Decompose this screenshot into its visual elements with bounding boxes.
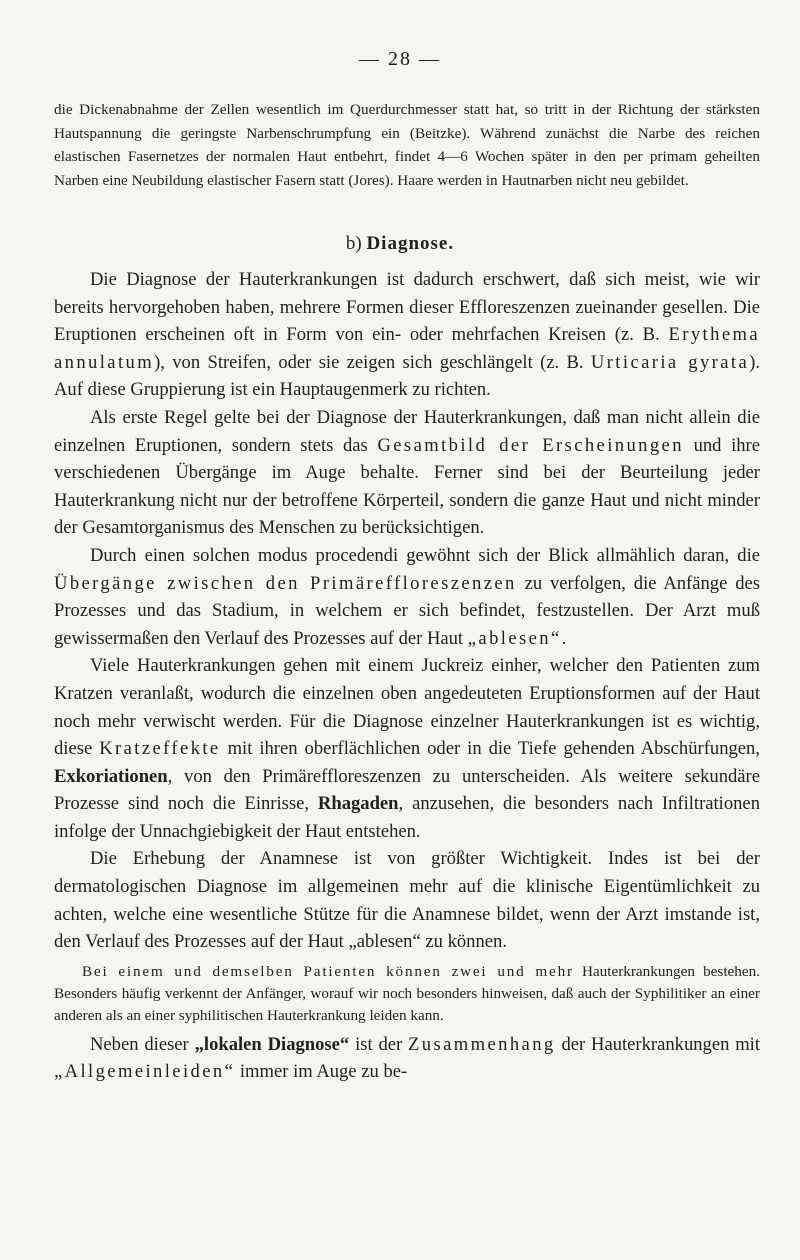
section-body bbox=[54, 266, 760, 1086]
p7-term-allgemeinleiden: „Allgemeinleiden“ bbox=[54, 1061, 236, 1083]
p7-term-lokale-diagnose: „lokalen Diagnose“ bbox=[194, 1033, 350, 1055]
paragraph-1 bbox=[54, 266, 760, 404]
p1-term-urticaria: Urticaria gyrata bbox=[590, 351, 750, 373]
paragraph-3 bbox=[54, 542, 760, 652]
p7-text-a: Neben dieser bbox=[90, 1033, 189, 1055]
p2-text-c: und ihre verschiedenen Übergänge im Auge behalte. Ferner sind bei der Beurteilung jeder Hauterkrankung nicht nur der betroffene Körperteil, sondern die ganze Haut und nicht minder der Gesamtorganismus des Menschen zu berücksichtigen. bbox=[54, 434, 761, 539]
p4-term-kratzeffekte: Kratzeffekte bbox=[99, 738, 221, 760]
p4-term-rhagaden: Rhagaden bbox=[317, 793, 399, 815]
p4-text-g: , anzusehen, die besonders nach Infiltrationen infolge der Unnachgiebigkeit der Haut entstehen. bbox=[54, 793, 760, 842]
paragraph-5: Die Erhebung der Anamnese ist von größter Wichtigkeit. Indes ist bei der dermatologischen Diagnose im allgemeinen mehr auf die klinische Eigentümlichkeit zu achten, welche eine wesentliche Stütze für die Anamnese bildet, wenn der Arzt imstande ist, den Verlauf des Prozesses auf der Haut „ablesen“ zu können. bbox=[54, 848, 760, 953]
section-letter: b) bbox=[345, 233, 362, 254]
p4-text-c: mit ihren oberflächlichen oder in die Tiefe gehenden Abschürfungen, bbox=[227, 738, 760, 760]
intro-paragraph: die Dickenabnahme der Zellen wesentlich im Querdurchmesser statt hat, so tritt in der Richtung der stärksten Hautspannung die geringste Narbenschrumpfung ein (Beitzke). Während zunächst die Narbe des reichen elastischen Fasernetzes der normalen Haut entbehrt, findet 4—6 Wochen später in den per primam geheilten Narben eine Neubildung elastischer Fasern statt (Jores). Haare werden in Hautnarben nicht neu gebildet. bbox=[54, 101, 760, 189]
p7-text-g: immer im Auge zu be- bbox=[239, 1061, 408, 1083]
p1-term-erythema: Erythema annulatum bbox=[54, 324, 760, 373]
p3-term-ablesen: „ablesen“ bbox=[467, 627, 562, 649]
page-number: — 28 — bbox=[359, 48, 441, 70]
p3-text-a: Durch einen solchen modus procedendi gewöhnt sich der Blick allmählich daran, die bbox=[90, 544, 760, 566]
paragraph-7 bbox=[54, 1031, 760, 1086]
p4-text-a: Viele Hauterkrankungen gehen mit einem Juckreiz einher, welcher den Patienten zum Kratzen veranlaßt, wodurch die einzelnen oben angedeuteten Eruptionsformen auf der Haut noch mehr verwischt werden. Für die Diagnose einzelner Hauterkrankungen ist es wichtig, diese bbox=[54, 655, 760, 760]
paragraph-2 bbox=[54, 404, 760, 542]
p4-term-exkoriationen: Exkoriationen bbox=[54, 765, 168, 787]
p1-text-e: ). Auf diese Gruppierung ist ein Hauptaugenmerk zu richten. bbox=[54, 351, 760, 401]
p6-spaced-phrase: Bei einem und demselben Patienten können zwei und mehr bbox=[82, 962, 574, 980]
section-heading bbox=[0, 233, 800, 255]
p3-term-uebergaenge: Übergänge zwischen den Primäreffloreszenzen bbox=[54, 572, 517, 594]
paragraph-6-small-print bbox=[54, 961, 760, 1027]
p1-text-a: Die Diagnose der Hauterkrankungen ist dadurch erschwert, daß sich meist, wie wir bereits hervorgehoben haben, mehrere Formen dieser Effloreszenzen zueinander gesellen. Die Eruptionen erscheinen oft in Form von ein- oder mehrfachen Kreisen (z. B. bbox=[54, 269, 760, 346]
p7-text-c: ist der bbox=[355, 1033, 403, 1055]
p2-term-gesamtbild: Gesamtbild der Erscheinungen bbox=[377, 434, 684, 456]
p1-text-c: ), von Streifen, oder sie zeigen sich geschlängelt (z. B. bbox=[154, 351, 584, 373]
p7-text-e: der Hauterkrankungen mit bbox=[561, 1033, 761, 1055]
p3-text-e: . bbox=[561, 627, 567, 649]
p2-text-a: Als erste Regel gelte bei der Diagnose der Hauterkrankungen, daß man nicht allein die einzelnen Eruptionen, sondern stets das bbox=[54, 406, 760, 456]
p7-term-zusammenhang: Zusammenhang bbox=[408, 1033, 556, 1055]
p4-text-e: , von den Primäreffloreszenzen zu unterscheiden. Als weitere sekundäre Prozesse sind noch die Einrisse, bbox=[54, 765, 760, 815]
section-title: Diagnose. bbox=[366, 233, 455, 254]
p3-text-c: zu verfolgen, die Anfänge des Prozesses und das Stadium, in welchem er sich befindet, festzustellen. Der Arzt muß gewissermaßen den Verlauf des Prozesses auf der Haut bbox=[54, 572, 760, 649]
paragraph-4 bbox=[54, 652, 760, 845]
p6-text-b: Hauterkrankungen bestehen. Besonders häufig verkennt der Anfänger, worauf wir noch besonders hinweisen, daß auch der Syphilitiker an einer anderen als an einer syphilitischen Hauterkrankung leiden kann. bbox=[54, 962, 761, 1024]
